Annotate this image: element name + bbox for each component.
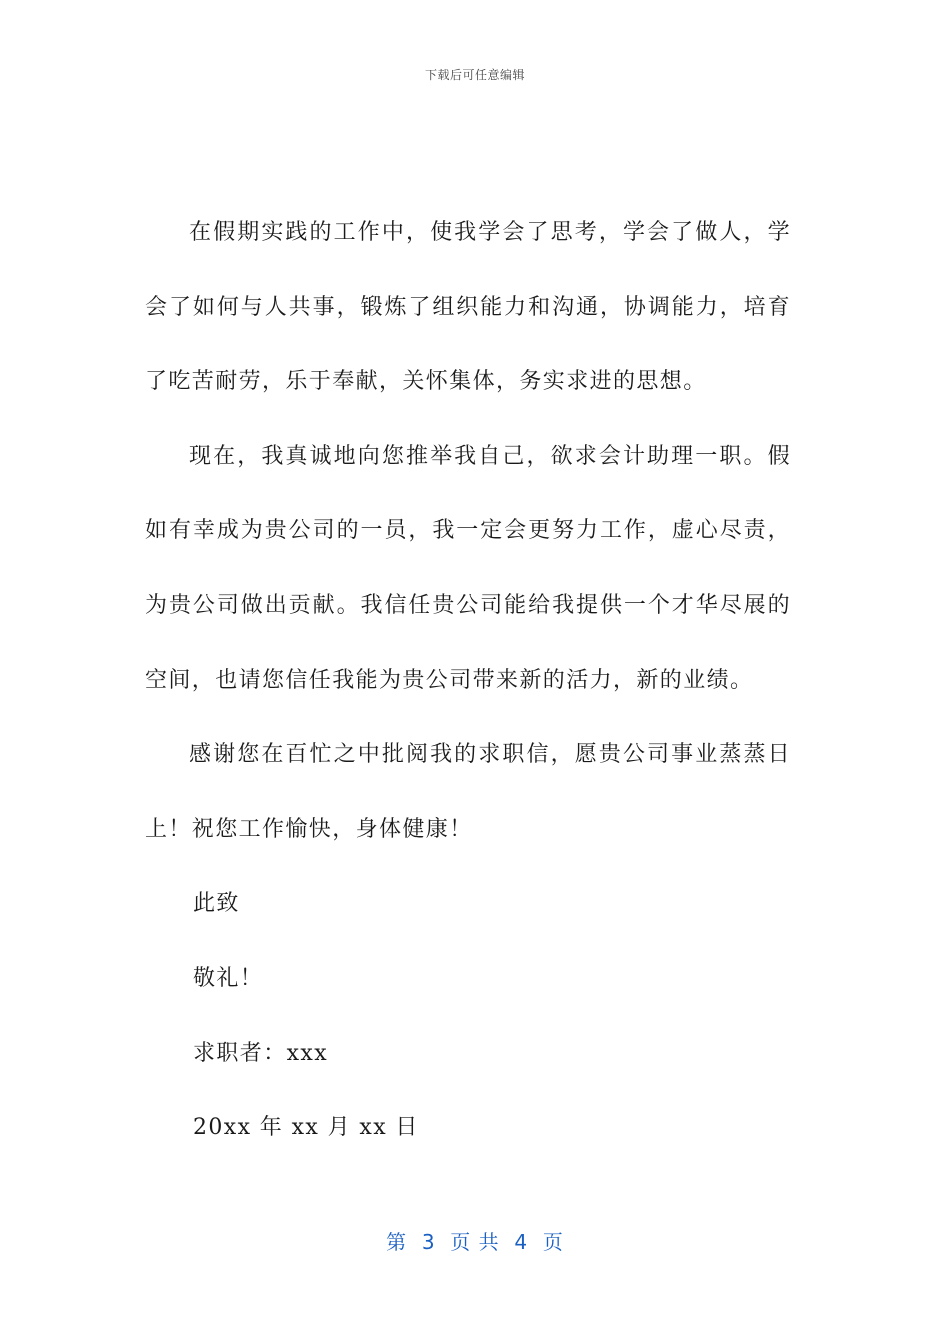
letter-body [145, 196, 791, 1166]
closing-regards: 敬礼！ [193, 965, 264, 991]
letter-date: 20xx 年 xx 月 xx 日 [193, 1115, 419, 1141]
page-number: 第 3 页 共 4 页 [386, 1230, 564, 1254]
paragraph-application: 现在，我真诚地向您推举我自己，欲求会计助理一职。假如有幸成为贵公司的一员，我一定会更努力工作，虚心尽责，为贵公司做出贡献。我信任贵公司能给我提供一个才华尽展的空间，也请您信任我能为贵公司带来新的活力，新的业绩。 [145, 443, 791, 693]
paragraph-practice: 在假期实践的工作中，使我学会了思考，学会了做人，学会了如何与人共事，锻炼了组织能力和沟通，协调能力，培育了吃苦耐劳，乐于奉献，关怀集体，务实求进的思想。 [145, 220, 791, 395]
header-note: 下载后可任意编辑 [424, 68, 525, 82]
closing-salutation: 此致 [193, 891, 240, 917]
paragraph-thanks: 感谢您在百忙之中批阅我的求职信，愿贵公司事业蒸蒸日上！祝您工作愉快，身体健康！ [145, 742, 791, 842]
signature: 求职者：xxx [193, 1040, 329, 1066]
